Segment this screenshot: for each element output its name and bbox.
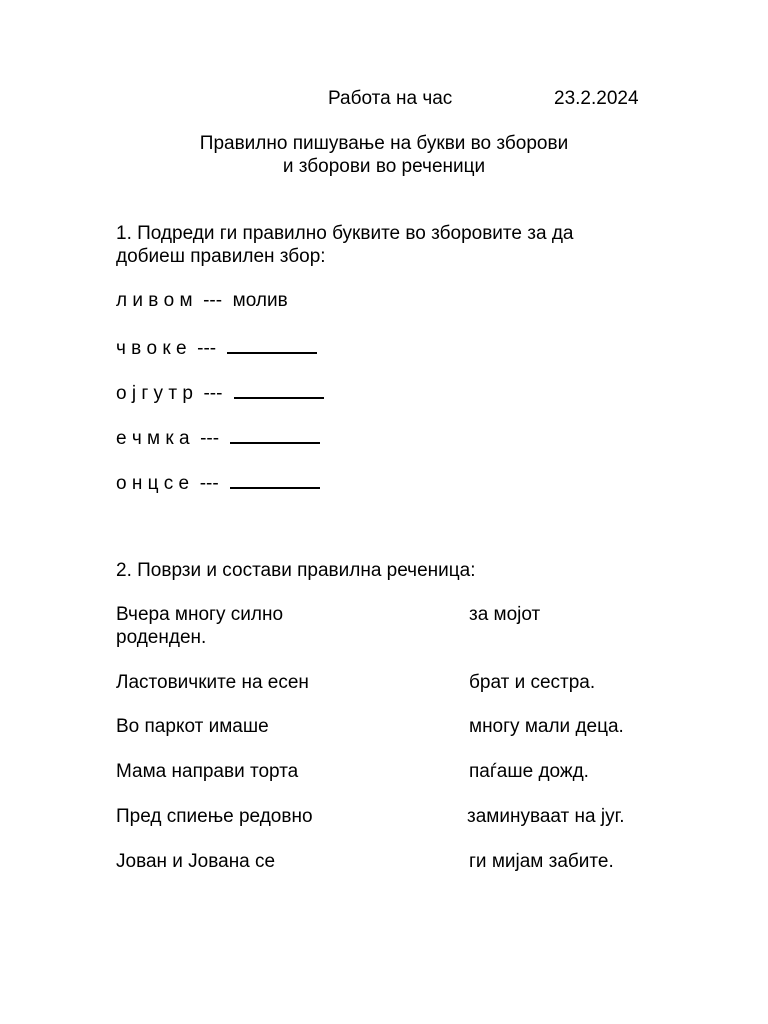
answer-blank[interactable] [227, 335, 317, 354]
task1-item-5 [116, 470, 320, 495]
task2-left-2: Ластовичките на есен [116, 672, 309, 693]
separator: --- [200, 428, 220, 449]
task2-instruction: 2. Поврзи и состави правилна реченица: [116, 560, 476, 581]
task2-left-6: Јован и Јована се [116, 851, 276, 872]
task1-item-1 [116, 290, 288, 312]
task1-instruction-line-1: 1. Подреди ги правилно буквите во зборовите за да [116, 223, 574, 244]
worksheet-date: 23.2.2024 [554, 88, 639, 109]
task2-left-1-continuation: роденден. [116, 627, 207, 648]
separator: --- [203, 290, 223, 311]
task2-left-3: Во паркот имаше [116, 716, 269, 737]
answer-blank[interactable] [230, 470, 320, 489]
scrambled-letters: о н ц с е [116, 473, 190, 494]
task2-right-5: заминуваат на југ. [467, 806, 625, 827]
task2-right-4: паѓаше дожд. [469, 761, 589, 782]
answer-blank[interactable] [230, 425, 320, 444]
separator: --- [203, 383, 223, 404]
task2-right-1: за мојот [469, 604, 541, 625]
task2-left-1: Вчера многу силно [116, 604, 284, 625]
task1-item-4 [116, 425, 320, 450]
task2-right-3: многу мали деца. [469, 716, 624, 737]
separator: --- [199, 473, 219, 494]
scrambled-letters: е ч м к а [116, 428, 190, 449]
task2-left-5: Пред спиење редовно [116, 806, 313, 827]
scrambled-letters: л и в о м [116, 290, 193, 311]
subtitle-line-2: и зборови во реченици [282, 156, 486, 177]
answer-blank[interactable] [234, 380, 324, 399]
task1-item-2 [116, 335, 317, 360]
worksheet-title: Работа на час [328, 88, 453, 109]
task2-left-4: Мама направи торта [116, 761, 299, 782]
example-answer: молив [232, 290, 288, 311]
scrambled-letters: ч в о к е [116, 338, 187, 359]
task2-right-2: брат и сестра. [469, 672, 596, 693]
task1-item-3 [116, 380, 324, 405]
subtitle-line-1: Правилно пишување на букви во зборови [199, 133, 569, 154]
task2-right-6: ги мијам забите. [469, 851, 614, 872]
task1-instruction-line-2: добиеш правилен збор: [116, 246, 326, 267]
scrambled-letters: о ј г у т р [116, 383, 193, 404]
separator: --- [197, 338, 217, 359]
